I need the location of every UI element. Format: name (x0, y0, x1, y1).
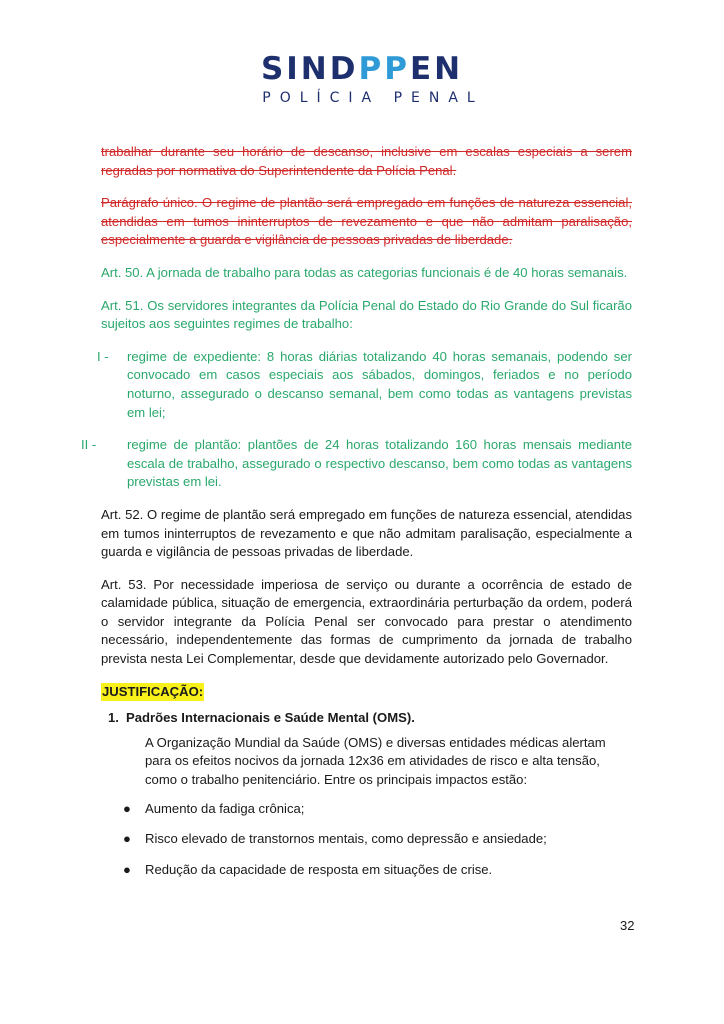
justification-paragraph: A Organização Mundial da Saúde (OMS) e diversas entidades médicas alertam para os efeitos nocivos da jornada 12x36 em atividades de risco e alta tensão, como o trabalho penitenciário. Entre os principais impactos estão: (145, 734, 606, 788)
bullet-text: Aumento da fadiga crônica; (145, 800, 305, 816)
justification-item-1 (101, 709, 632, 728)
bullet-icon: ● (123, 831, 131, 847)
logo-text-pp: PP (358, 51, 410, 87)
bullet-icon: ● (123, 800, 131, 816)
logo-wordmark (0, 52, 724, 86)
item-marker: I - (97, 348, 109, 364)
sindppen-logo (0, 52, 724, 106)
logo-text-sind: SIND (260, 51, 359, 87)
bullet-item (101, 861, 632, 880)
struck-paragraph-unico: Parágrafo único. O regime de plantão será empregado em funções de natureza essencial, atendidas em tumos ininterruptos de revezamento e que não admitam paralisação, especialmente a guarda e vigilância de pessoas privadas de liberdade. (101, 195, 632, 248)
art-50: Art. 50. A jornada de trabalho para todas as categorias funcionais é de 40 horas semanais. (101, 264, 628, 280)
art-51-item-2 (81, 436, 632, 492)
item-text: regime de plantão: plantões de 24 horas totalizando 160 horas mensais mediante escala de trabalho, assegurado o respectivo descanso, bem como todas as vantagens previstas em lei. (127, 437, 632, 490)
item-title: Padrões Internacionais e Saúde Mental (OMS). (126, 710, 415, 726)
bullet-item (101, 830, 632, 849)
struck-paragraph-1: trabalhar durante seu horário de descanso, inclusive em escalas especiais a serem regradas por normativa do Superintendente da Polícia Penal. (101, 144, 632, 178)
art-52: Art. 52. O regime de plantão será empregado em funções de natureza essencial, atendidas em tumos ininterruptos de revezamento e que não admitam paralisação, especialmente a guarda e vigilância de pessoas privadas de liberdade. (101, 506, 632, 560)
page-number: 32 (620, 918, 635, 933)
art-51-item-1 (97, 348, 632, 422)
bullet-item (101, 800, 632, 819)
bullet-text: Redução da capacidade de resposta em situações de crise. (145, 861, 493, 877)
bullet-text: Risco elevado de transtornos mentais, como depressão e ansiedade; (145, 831, 547, 847)
bullet-icon: ● (123, 861, 131, 877)
document-body (81, 143, 632, 891)
logo-text-en: EN (409, 51, 464, 87)
item-number: 1. (108, 710, 119, 726)
item-marker: II - (81, 437, 97, 453)
logo-subtitle: POLÍCIA PENAL (262, 90, 484, 106)
justification-section (101, 683, 632, 880)
item-text: regime de expediente: 8 horas diárias totalizando 40 horas semanais, podendo ser convocado em casos especiais aos sábados, domingos, feriados e no período noturno, assegurado o descanso semanal, bem como todas as vantagens previstas em lei; (127, 348, 632, 420)
justification-heading: JUSTIFICAÇÃO: (101, 683, 204, 702)
art-53: Art. 53. Por necessidade imperiosa de serviço ou durante a ocorrência de estado de calamidade pública, situação de emergencia, extraordinária perturbação da ordem, poderá o servidor integrante da Polícia Penal ser convocado para prestar o atendimento necessário, independentemente das formas de cumprimento da jornada de trabalho prevista nesta Lei Complementar, desde que devidamente autorizado pelo Governador. (101, 576, 632, 667)
art-51: Art. 51. Os servidores integrantes da Polícia Penal do Estado do Rio Grande do Sul ficarão sujeitos aos seguintes regimes de trabalho: (101, 297, 632, 332)
